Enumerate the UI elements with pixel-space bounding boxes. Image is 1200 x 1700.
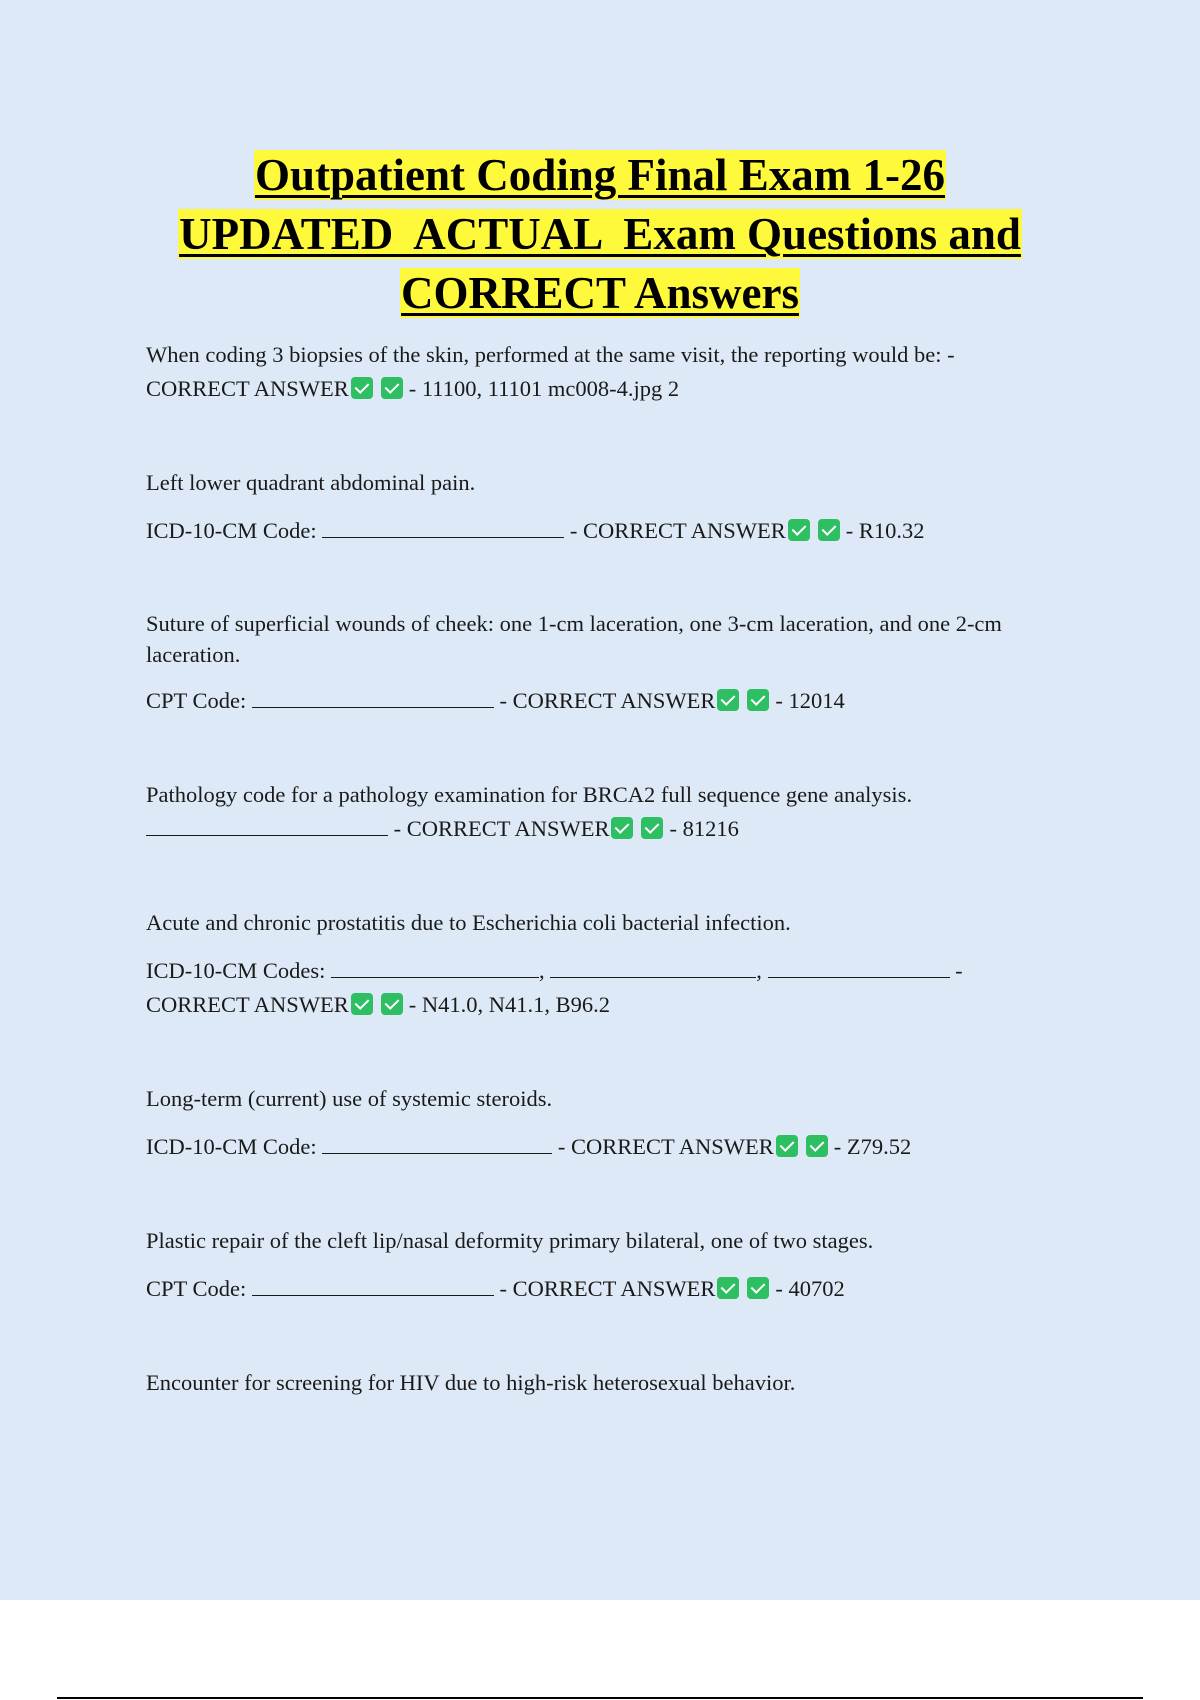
answer-prefix: CORRECT ANSWER [146,376,349,401]
check-mark-icon [747,689,769,711]
question-3 [146,608,1076,718]
answer-blank [768,957,950,978]
answer-blank [252,687,494,708]
check-mark-icon [818,519,840,541]
question-5 [146,906,1076,1022]
check-mark-icon [806,1135,828,1157]
answer-value: - Z79.52 [833,1134,912,1159]
answer-blank [322,517,564,538]
title-line-2: UPDATED ACTUAL Exam Questions and [179,209,1021,259]
answer-value: - N41.0, N41.1, B96.2 [408,992,610,1017]
answer-blank [550,957,756,978]
title-line-1: Outpatient Coding Final Exam 1-26 [254,150,946,200]
check-mark-icon [381,377,403,399]
footer-divider [57,1697,1143,1699]
question-text: Pathology code for a pathology examination for BRCA2 full sequence gene analysis. - CORRECT ANSWER - 81216 [146,782,913,841]
code-label: ICD-10-CM Code: [146,1134,317,1159]
title-line-3: CORRECT Answers [401,268,799,318]
answer-blank [331,957,539,978]
check-mark-icon [717,689,739,711]
check-mark-icon [717,1277,739,1299]
check-mark-icon [381,993,403,1015]
question-text: Acute and chronic prostatitis due to Escherichia coli bacterial infection. [146,910,791,935]
answer-prefix: - CORRECT ANSWER [499,688,716,713]
code-label: ICD-10-CM Codes: [146,958,326,983]
answer-line [146,1130,1076,1164]
answer-blank [322,1133,552,1154]
question-text: Plastic repair of the cleft lip/nasal deformity primary bilateral, one of two stages. [146,1228,874,1253]
answer-prefix: - CORRECT ANSWER [393,816,610,841]
check-mark-icon [351,993,373,1015]
answer-prefix: - CORRECT ANSWER [499,1276,716,1301]
check-mark-icon [641,817,663,839]
question-4 [146,778,1076,846]
answer-prefix: CORRECT ANSWER [146,992,349,1017]
code-label: ICD-10-CM Code: [146,518,317,543]
question-text: Left lower quadrant abdominal pain. [146,470,476,495]
code-label: CPT Code: [146,688,247,713]
answer-line [146,514,1076,548]
check-mark-icon [611,817,633,839]
question-text: Encounter for screening for HIV due to high-risk heterosexual behavior. [146,1370,796,1395]
answer-value: - R10.32 [845,518,925,543]
document-title [0,146,1200,323]
check-mark-icon [747,1277,769,1299]
question-8 [146,1366,1076,1400]
question-7 [146,1224,1076,1306]
answer-value: - 81216 [669,816,739,841]
question-text: Suture of superficial wounds of cheek: one 1-cm laceration, one 3-cm laceration, and one 2-cm laceration. [146,611,1002,667]
answer-prefix: - CORRECT ANSWER [557,1134,774,1159]
answer-line [146,684,1076,718]
answer-blank [146,815,388,836]
answer-prefix: - CORRECT ANSWER [569,518,786,543]
answer-blank [252,1275,494,1296]
check-mark-icon [351,377,373,399]
check-mark-icon [788,519,810,541]
question-6 [146,1082,1076,1164]
answer-value: - 11100, 11101 mc008-4.jpg 2 [408,376,680,401]
question-2 [146,466,1076,548]
question-text: Long-term (current) use of systemic steroids. [146,1086,553,1111]
questions-list [146,338,1076,1400]
code-label: CPT Code: [146,1276,247,1301]
check-mark-icon [776,1135,798,1157]
answer-value: - 12014 [775,688,845,713]
question-1 [146,338,1076,406]
answer-line [146,1272,1076,1306]
question-text: When coding 3 biopsies of the skin, performed at the same visit, the reporting would be: - CORRECT ANSWER - 11100, 11101 mc008-4.jpg 2 [146,342,955,401]
answer-line: ICD-10-CM Codes: , , - CORRECT ANSWER - N41.0, N41.1, B96.2 [146,958,963,1017]
answer-value: - 40702 [775,1276,845,1301]
